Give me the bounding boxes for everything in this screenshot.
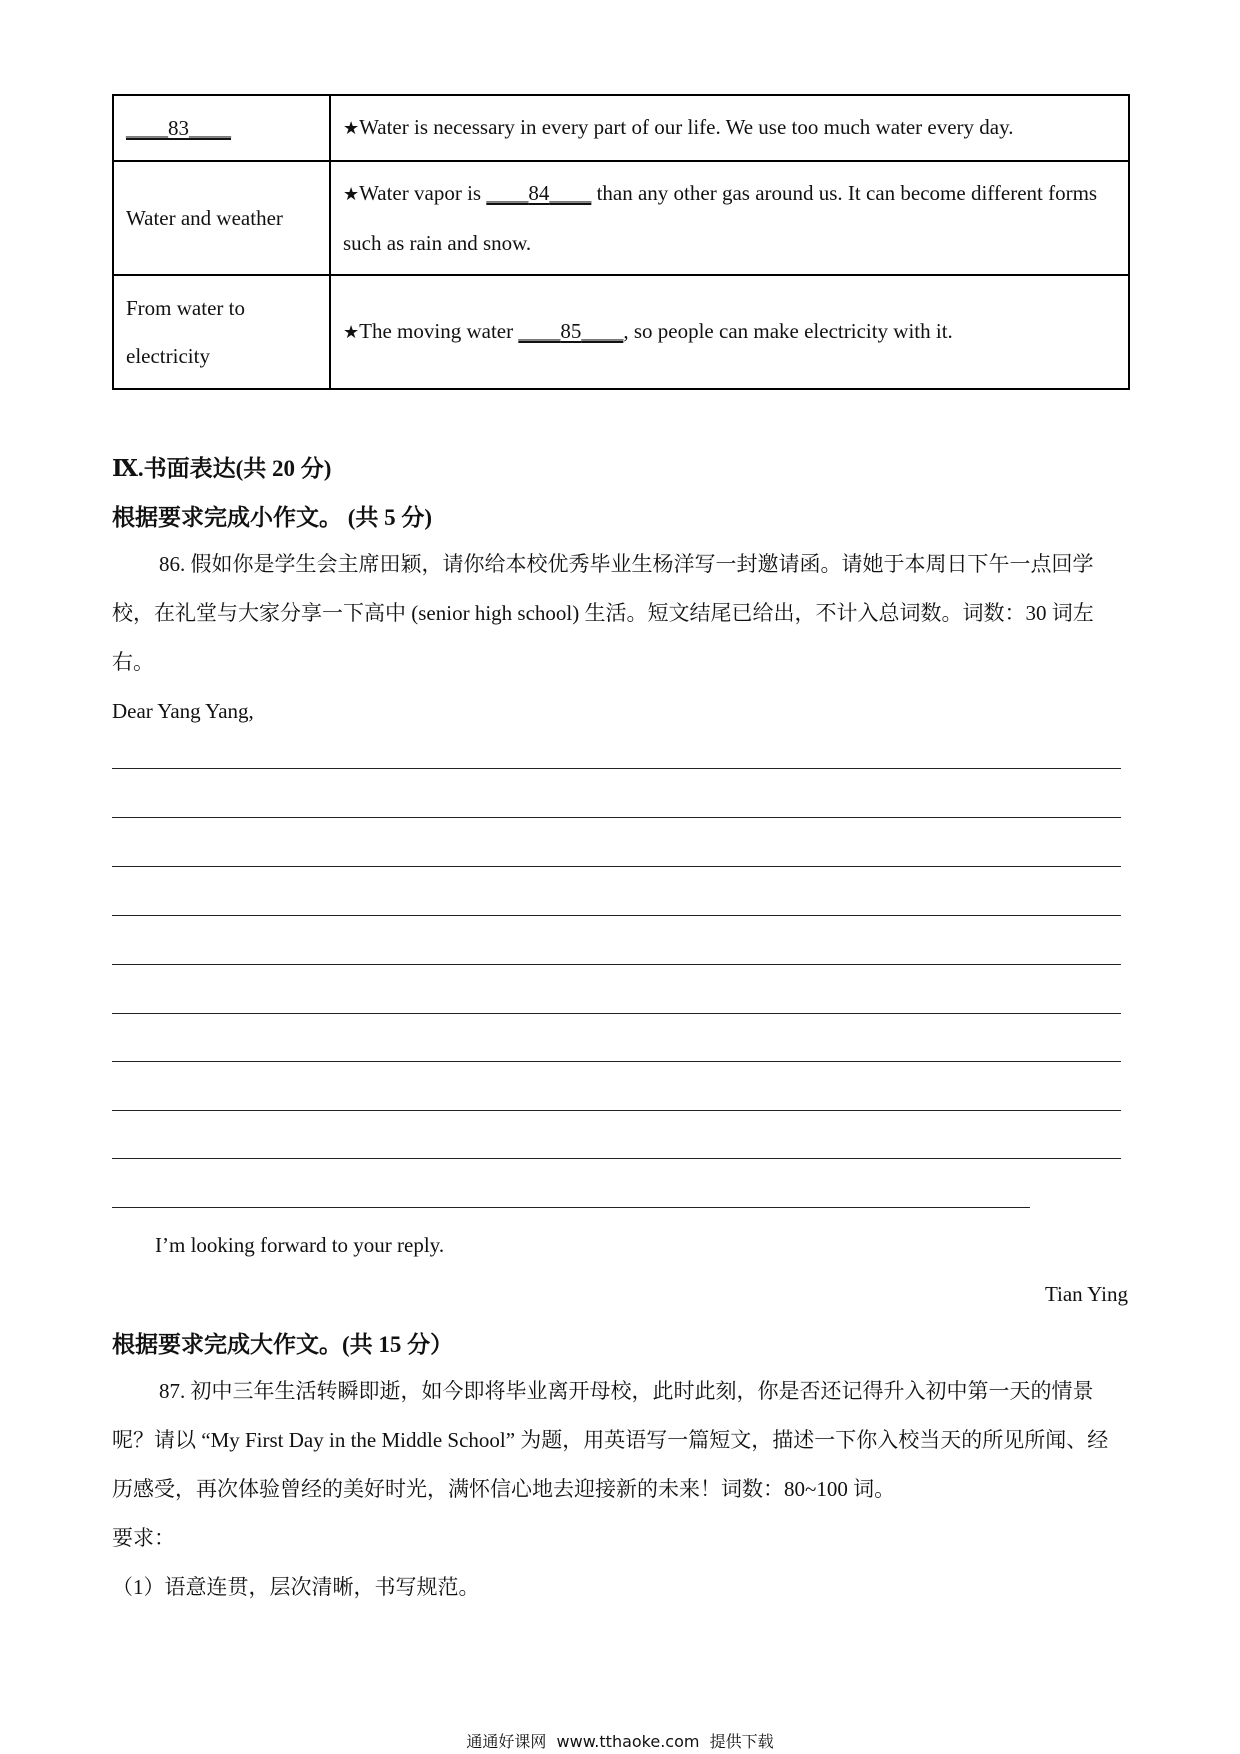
table-row: [113, 161, 1129, 275]
salutation: Dear Yang Yang,: [112, 699, 254, 723]
writing-line[interactable]: [112, 817, 1121, 818]
table-row: [113, 275, 1129, 389]
topic-cell: [113, 95, 330, 161]
blank-84[interactable]: ____84____: [486, 181, 592, 205]
content-cell: ★Water is necessary in every part of our life. We use too much water every day.: [330, 95, 1129, 161]
task1-prompt: 86. 假如你是学生会主席田颖，请你给本校优秀毕业生杨洋写一封邀请函。请她于本周日下午一点回学校，在礼堂与大家分享一下高中 (senior high school) 生活。短文结尾已给出，不计入总词数。词数：30 词左右。: [112, 552, 1094, 674]
writing-line[interactable]: [112, 1110, 1121, 1111]
writing-line[interactable]: [112, 915, 1121, 916]
writing-line[interactable]: [112, 866, 1121, 867]
task1-title: 根据要求完成小作文。 (共 5 分): [112, 505, 433, 530]
star-icon: ★: [343, 322, 360, 343]
content-cell: ★The moving water ____85____, so people can make electricity with it.: [330, 275, 1129, 389]
writing-line[interactable]: [112, 964, 1121, 965]
topic-cell: Water and weather: [113, 161, 330, 275]
requirements-label: 要求：: [112, 1526, 175, 1550]
signature: Tian Ying: [1044, 1282, 1128, 1306]
writing-line[interactable]: [112, 768, 1121, 769]
closing-line: I’m looking forward to your reply.: [155, 1233, 445, 1257]
task2-prompt: 87. 初中三年生活转瞬即逝，如今即将毕业离开母校，此时此刻，你是否还记得升入初中第一天的情景呢？请以 “My First Day in the Middle School” 为题，用英语写一篇短文，描述一下你入校当天的所见所闻、经历感受，再次体验曾经的美好时光，满怀信心地去迎接新的未来！词数：80~100 词。: [112, 1379, 1109, 1501]
blank-85[interactable]: ____85____: [518, 319, 624, 343]
topic-cell: From water to electricity: [113, 275, 330, 389]
star-icon: ★: [343, 184, 360, 205]
content-cell: ★Water vapor is ____84____ than any other gas around us. It can become different forms such as rain and snow.: [330, 161, 1129, 275]
requirement-item: （1）语意连贯，层次清晰，书写规范。: [112, 1575, 480, 1599]
section-title: Ⅸ.书面表达(共 20 分): [112, 456, 332, 481]
footer-text: 通通好课网 www.tthaoke.com 提供下载: [466, 1732, 774, 1751]
task2-title: 根据要求完成大作文。(共 15 分）: [112, 1332, 454, 1357]
star-icon: ★: [343, 118, 360, 139]
writing-line[interactable]: [112, 1013, 1121, 1014]
table-row: [113, 95, 1129, 161]
writing-line[interactable]: [112, 1158, 1121, 1159]
writing-line[interactable]: [112, 1207, 1030, 1208]
blank-83[interactable]: ____83____: [126, 116, 231, 140]
water-topic-table: [112, 94, 1130, 390]
writing-line[interactable]: [112, 1061, 1121, 1062]
